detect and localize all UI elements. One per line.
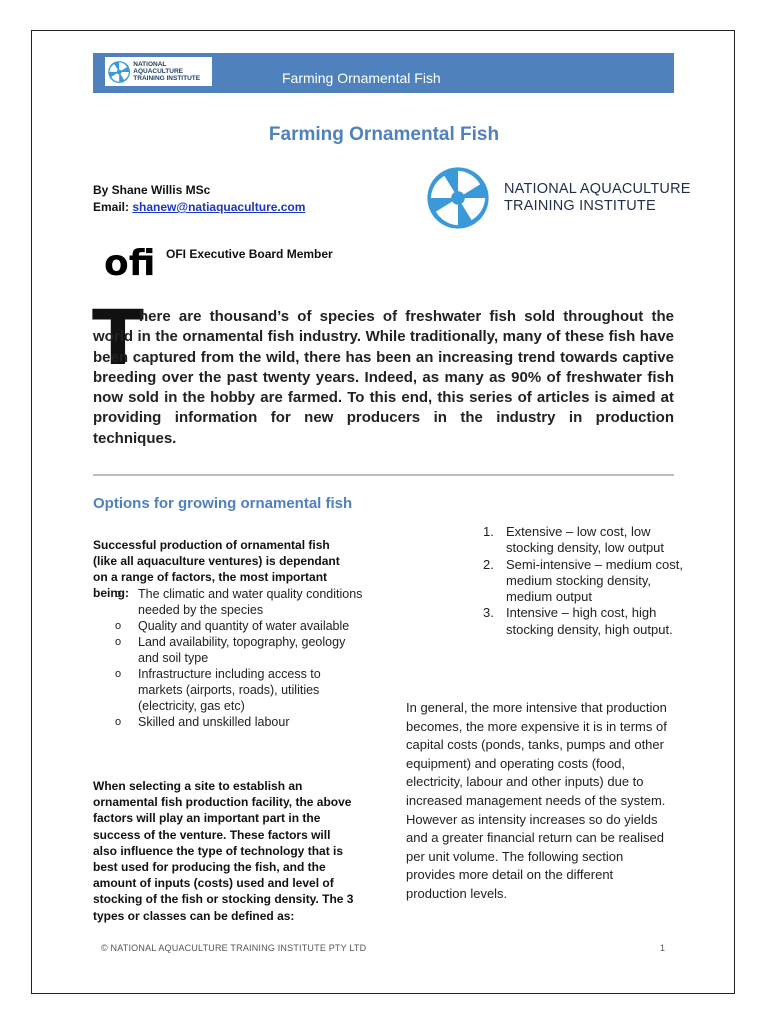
nati-logo (422, 165, 707, 230)
intro-paragraph (93, 307, 674, 449)
ofi-logo-text: ofi (104, 243, 156, 281)
list-item: o Infrastructure including access to markets (airports, roads), utilities (electricity, gas etc) (115, 666, 365, 714)
nati-logo-icon (107, 59, 131, 85)
ofi-label: OFI Executive Board Member (166, 247, 333, 261)
header-logo (105, 57, 212, 86)
nati-logo-line1: NATIONAL AQUACULTURE (504, 180, 691, 197)
nati-logo-line2: TRAINING INSTITUTE (504, 197, 656, 214)
list-text: Semi-intensive – medium cost, medium stocking density, medium output (506, 556, 684, 605)
list-item: o Land availability, topography, geology and soil type (115, 634, 365, 666)
list-item: o Skilled and unskilled labour (115, 714, 365, 730)
list-text: Extensive – low cost, low stocking density, low output (506, 524, 665, 556)
divider (93, 474, 674, 476)
site-paragraph: When selecting a site to establish an ornamental fish production facility, the above factors will play an important part in the success of the venture. These factors will also influence the type of technology that is best used for producing the fish, and the amount of inputs (costs) used and level of stocking of the fish or stocking density. The 3 types or classes can be defined as: (93, 779, 354, 923)
list-item: o The climatic and water quality conditions needed by the species (115, 586, 365, 618)
list-text: Intensive – high cost, high stocking density, high output. (506, 605, 673, 637)
list-item: o Quality and quantity of water available (115, 618, 365, 634)
header-logo-line2: TRAINING INSTITUTE (133, 75, 201, 82)
email-label: Email: (93, 200, 133, 214)
section-lead: Successful production of ornamental fish (like all aquaculture ventures) is dependant on a range of factors, the most important being: (93, 538, 340, 600)
intro-text: here are thousand’s of species of freshwater fish sold throughout the world in the ornamental fish industry. While traditionally, many of these fish have been captured from the wild, there has been an increasing trend towards captive breeding over the past twenty years. Indeed, as many as 90% of freshwater fish now sold in the hobby are farmed. To this end, this series of articles is aimed at providing information for new producers in the industry in production techniques. (93, 308, 674, 447)
document-title: Farming Ornamental Fish (268, 124, 500, 145)
list-item (483, 524, 683, 557)
ofi-logo-icon (104, 241, 158, 281)
list-number: 1. (483, 524, 494, 539)
author-line: By Shane Willis MSc (93, 183, 211, 197)
list-item (483, 605, 683, 638)
intro-dropcap: T (92, 293, 144, 382)
list-item (483, 557, 683, 606)
section-heading: Options for growing ornamental fish (93, 495, 353, 512)
author-block (93, 182, 305, 216)
page-number: 1 (660, 943, 666, 953)
general-paragraph: In general, the more intensive that production becomes, the more expensive it is in terms of capital costs (ponds, tanks, pumps and other equipment) and operating costs (food, electricity, labour and other inputs) due to increased management needs of the system. However as intensity increases so do yields and a greater financial return can be realised per unit volume. The following section provides more detail on the different production levels. (406, 700, 667, 901)
footer-copyright: © NATIONAL AQUACULTURE TRAINING INSTITUTE PTY LTD (101, 943, 367, 953)
list-number: 2. (483, 556, 494, 572)
types-list (483, 524, 683, 638)
list-number: 3. (483, 605, 494, 621)
header-title: Farming Ornamental Fish (282, 70, 441, 86)
nati-logo-icon (422, 164, 494, 232)
header-logo-line1: NATIONAL AQUACULTURE (133, 61, 183, 75)
factors-list (115, 586, 365, 730)
email-link[interactable]: shanew@natiaquaculture.com (132, 200, 306, 214)
